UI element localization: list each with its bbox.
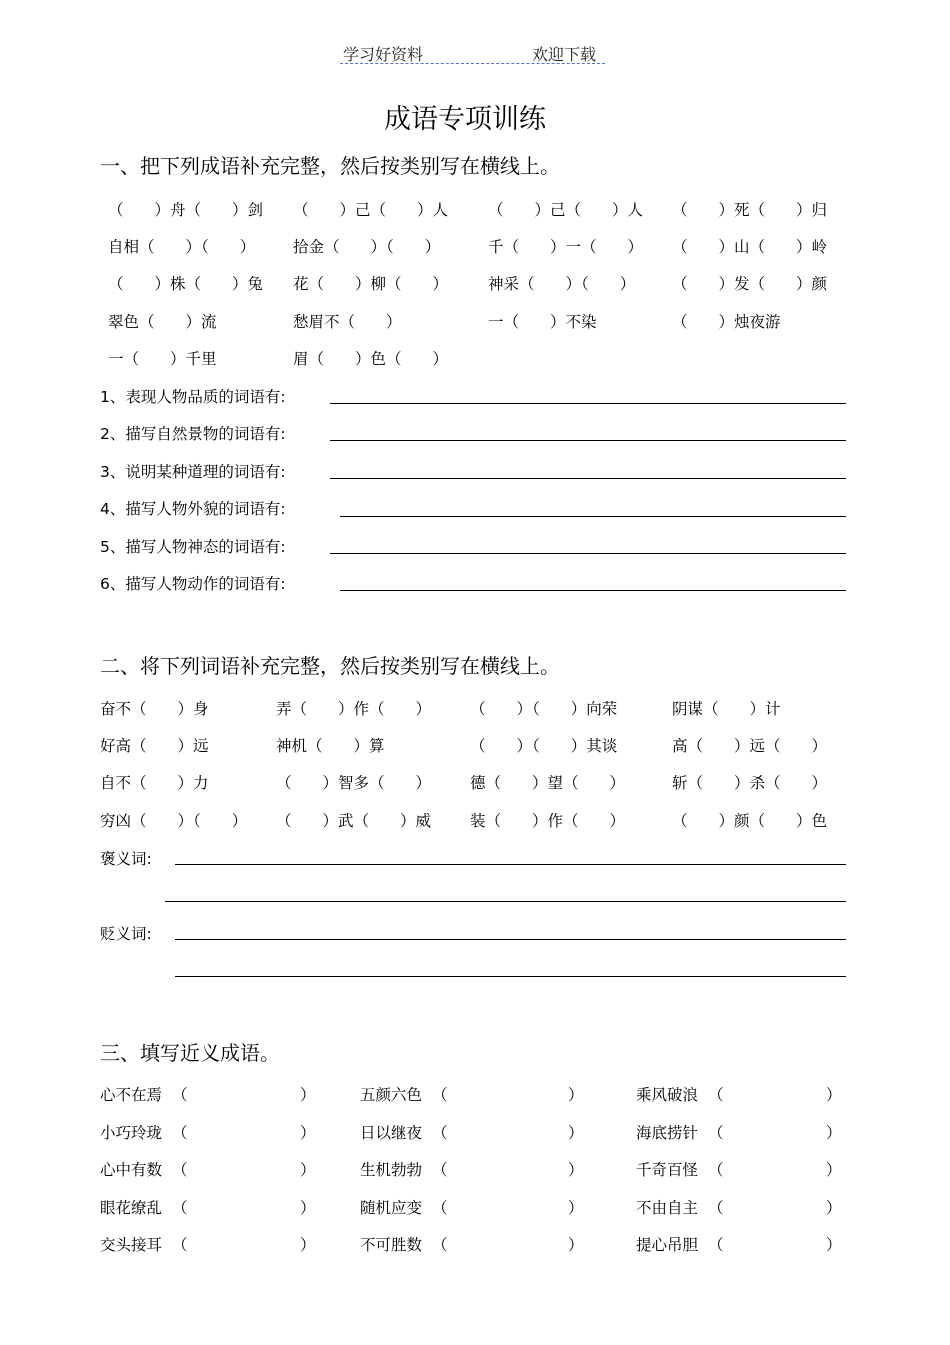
idiom-cell: 装（ ）作（ ） [470,812,626,830]
idiom-cell: 德（ ）望（ ） [470,774,626,792]
open-paren: （ [172,1124,188,1142]
close-paren: ） [300,1199,316,1217]
close-paren: ） [568,1236,584,1254]
open-paren: （ [708,1124,724,1142]
idiom-cell: 自相（ ）（ ） [108,238,256,256]
idiom-cell: 拾金（ ）（ ） [293,238,441,256]
close-paren: ） [568,1199,584,1217]
open-paren: （ [172,1199,188,1217]
close-paren: ） [568,1124,584,1142]
synonym-prompt: 不可胜数 [360,1236,423,1254]
idiom-cell: 千（ ）一（ ） [488,238,644,256]
idiom-cell: 一（ ）千里 [108,350,217,368]
open-paren: （ [708,1236,724,1254]
idiom-cell: 穷凶（ ）（ ） [100,812,248,830]
synonym-prompt: 眼花缭乱 [100,1199,163,1217]
idiom-cell: 高（ ）远（ ） [672,737,828,755]
idiom-cell: 眉（ ）色（ ） [293,350,449,368]
close-paren: ） [826,1199,842,1217]
synonym-prompt: 千奇百怪 [636,1161,699,1179]
idiom-cell: （ ）舟（ ）剑 [108,201,264,219]
idiom-cell: （ ）死（ ）归 [672,201,828,219]
open-paren: （ [708,1199,724,1217]
idiom-cell: 花（ ）柳（ ） [293,275,449,293]
header-underline [340,63,605,64]
derogatory-line-1[interactable] [175,939,846,940]
close-paren: ） [300,1086,316,1104]
category-label: 1、表现人物品质的词语有: [100,388,286,406]
open-paren: （ [172,1161,188,1179]
category-label: 4、描写人物外貌的词语有: [100,500,286,518]
idiom-cell: 自不（ ）力 [100,774,209,792]
derogatory-line-2[interactable] [175,976,846,977]
close-paren: ） [300,1161,316,1179]
close-paren: ） [300,1124,316,1142]
synonym-prompt: 交头接耳 [100,1236,163,1254]
idiom-cell: （ ）发（ ）颜 [672,275,828,293]
close-paren: ） [826,1124,842,1142]
idiom-cell: 愁眉不（ ） [293,313,402,331]
idiom-cell: （ ）株（ ）兔 [108,275,264,293]
open-paren: （ [708,1086,724,1104]
open-paren: （ [432,1199,448,1217]
section2-heading: 二、将下列词语补充完整，然后按类别写在横线上。 [100,654,560,678]
idiom-cell: 神采（ ）（ ） [488,275,636,293]
idiom-cell: （ ）武（ ）威 [276,812,432,830]
category-label: 5、描写人物神态的词语有: [100,538,286,556]
idiom-cell: 翠色（ ）流 [108,313,217,331]
header-right: 欢迎下载 [532,45,597,64]
synonym-prompt: 提心吊胆 [636,1236,699,1254]
page-title: 成语专项训练 [384,104,546,135]
derogatory-words-label: 贬义词: [100,925,152,943]
synonym-prompt: 日以继夜 [360,1124,423,1142]
synonym-prompt: 随机应变 [360,1199,423,1217]
synonym-prompt: 心不在焉 [100,1086,163,1104]
praise-words-label: 褒义词: [100,850,152,868]
open-paren: （ [172,1086,188,1104]
answer-line[interactable] [330,440,846,441]
praise-line-2[interactable] [165,901,846,902]
idiom-cell: 弄（ ）作（ ） [276,700,432,718]
idiom-cell: 奋不（ ）身 [100,700,209,718]
open-paren: （ [432,1236,448,1254]
open-paren: （ [432,1086,448,1104]
idiom-cell: （ ）（ ）向荣 [470,700,618,718]
category-label: 6、描写人物动作的词语有: [100,575,286,593]
idiom-cell: （ ）颜（ ）色 [672,812,828,830]
close-paren: ） [300,1236,316,1254]
synonym-prompt: 不由自主 [636,1199,699,1217]
open-paren: （ [172,1236,188,1254]
answer-line[interactable] [330,478,846,479]
idiom-cell: 斩（ ）杀（ ） [672,774,828,792]
idiom-cell: 好高（ ）远 [100,737,209,755]
praise-line-1[interactable] [175,864,846,865]
idiom-cell: （ ）烛夜游 [672,313,781,331]
open-paren: （ [432,1161,448,1179]
section1-heading: 一、把下列成语补充完整，然后按类别写在横线上。 [100,154,560,178]
synonym-prompt: 五颜六色 [360,1086,423,1104]
close-paren: ） [568,1161,584,1179]
synonym-prompt: 心中有数 [100,1161,163,1179]
open-paren: （ [432,1124,448,1142]
answer-line[interactable] [340,590,846,591]
close-paren: ） [568,1086,584,1104]
idiom-cell: （ ）己（ ）人 [488,201,644,219]
answer-line[interactable] [330,403,846,404]
synonym-prompt: 乘风破浪 [636,1086,699,1104]
synonym-prompt: 海底捞针 [636,1124,699,1142]
section3-heading: 三、填写近义成语。 [100,1041,280,1065]
close-paren: ） [826,1086,842,1104]
idiom-cell: （ ）智多（ ） [276,774,432,792]
close-paren: ） [826,1236,842,1254]
idiom-cell: 阴谋（ ）计 [672,700,781,718]
category-label: 3、说明某种道理的词语有: [100,463,286,481]
answer-line[interactable] [340,516,846,517]
open-paren: （ [708,1161,724,1179]
synonym-prompt: 小巧玲珑 [100,1124,163,1142]
idiom-cell: （ ）山（ ）岭 [672,238,828,256]
header-left: 学习好资料 [343,45,424,64]
idiom-cell: （ ）（ ）其谈 [470,737,618,755]
synonym-prompt: 生机勃勃 [360,1161,423,1179]
answer-line[interactable] [330,553,846,554]
idiom-cell: （ ）己（ ）人 [293,201,449,219]
idiom-cell: 一（ ）不染 [488,313,597,331]
close-paren: ） [826,1161,842,1179]
category-label: 2、描写自然景物的词语有: [100,425,286,443]
idiom-cell: 神机（ ）算 [276,737,385,755]
